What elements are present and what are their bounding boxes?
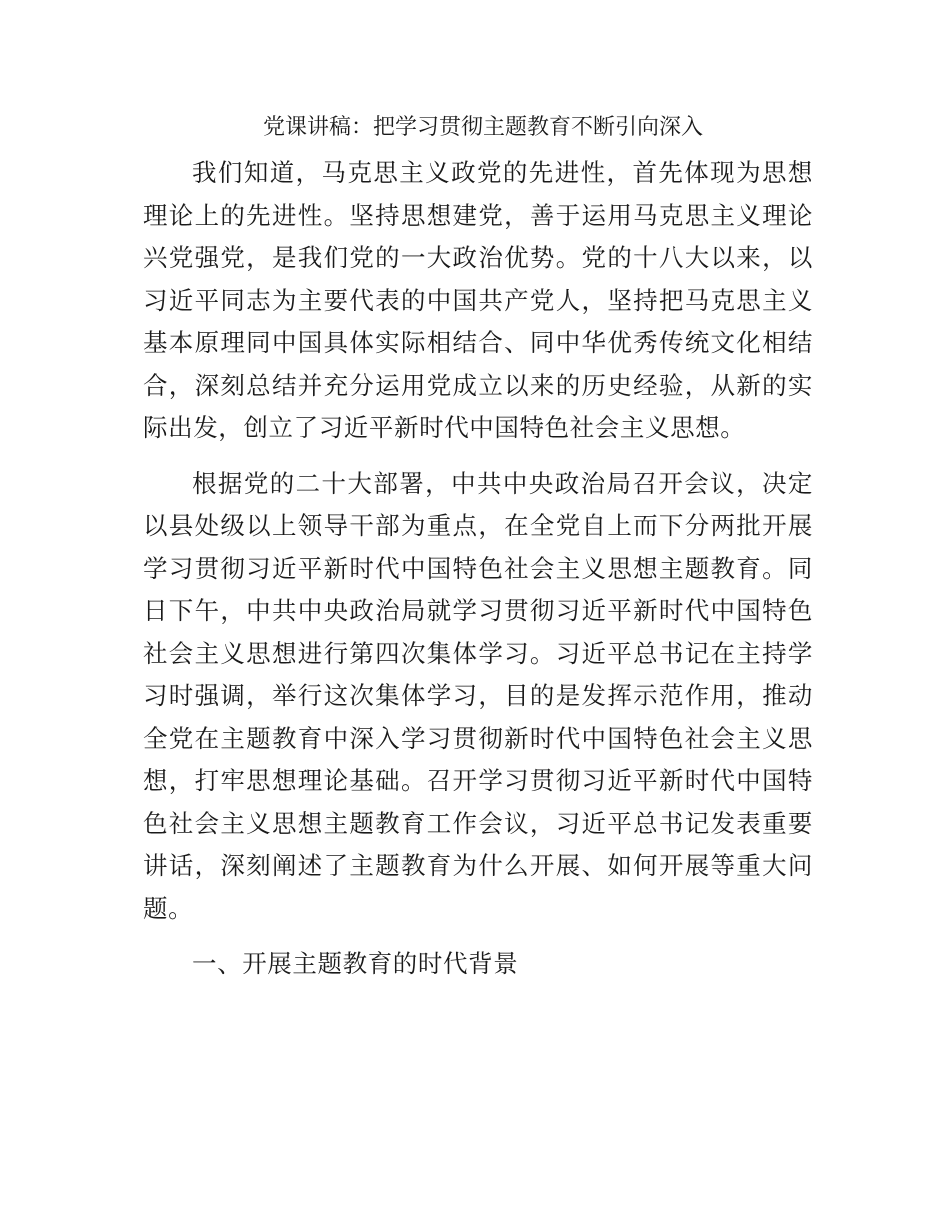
document-title: 党课讲稿：把学习贯彻主题教育不断引向深入 [262, 115, 703, 140]
section-heading: 一、开展主题教育的时代背景 [192, 949, 519, 978]
document-page [143, 108, 813, 986]
paragraph-1: 我们知道，马克思主义政党的先进性，首先体现为思想理论上的先进性。坚持思想建党，善于运用马克思主义理论兴党强党，是我们党的一大政治优势。党的十八大以来，以习近平同志为主要代表的中国共产党人，坚持把马克思主义基本原理同中国具体实际相结合、同中华优秀传统文化相结合，深刻总结并充分运用党成立以来的历史经验，从新的实际出发，创立了习近平新时代中国特色社会主义思想。 [143, 158, 813, 442]
paragraph-2: 根据党的二十大部署，中共中央政治局召开会议，决定以县处级以上领导干部为重点，在全党自上而下分两批开展学习贯彻习近平新时代中国特色社会主义思想主题教育。同日下午，中共中央政治局就学习贯彻习近平新时代中国特色社会主义思想进行第四次集体学习。习近平总书记在主持学习时强调，举行这次集体学习，目的是发挥示范作用，推动全党在主题教育中深入学习贯彻新时代中国特色社会主义思想，打牢思想理论基础。召开学习贯彻习近平新时代中国特色社会主义思想主题教育工作会议，习近平总书记发表重要讲话，深刻阐述了主题教育为什么开展、如何开展等重大问题。 [143, 468, 813, 923]
